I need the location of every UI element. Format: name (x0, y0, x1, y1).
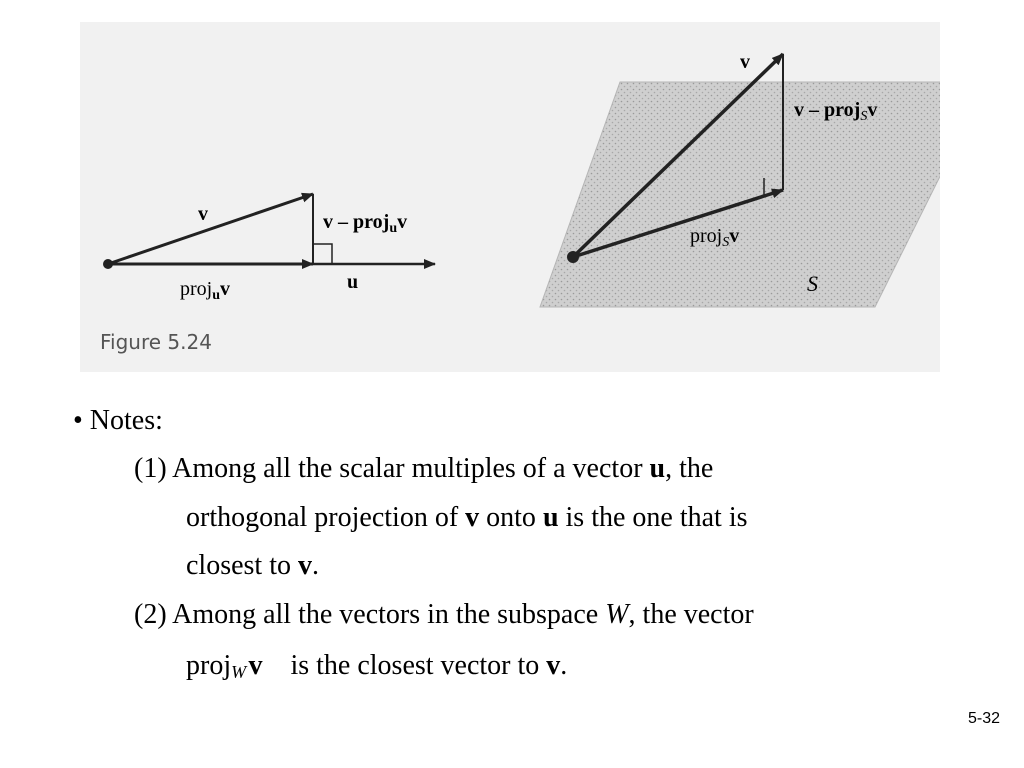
v-label-right: v (740, 51, 750, 73)
proj-s-label: proj$_S$v (690, 225, 740, 250)
s-label: S (807, 271, 818, 296)
u-label: u (347, 271, 359, 293)
note-1-line-3: closest to v. (186, 550, 319, 581)
note-1-line-2: orthogonal projection of v onto u is the one that is (186, 502, 748, 533)
proj-w-v-expression: proj$_W$ v (186, 650, 263, 682)
v-label-left: v (198, 203, 208, 225)
page-number: 5-32 (967, 710, 1000, 727)
note-2-line-2: proj$_W$ v is the closest vector to v. (186, 650, 568, 682)
proj-u-label: proj$_u$v (180, 278, 231, 303)
notes-heading: • Notes: (73, 405, 163, 436)
difference-label-left: v – proj$_u$v (323, 211, 408, 236)
note-1-line-1: (1) Among all the scalar multiples of a vector u, the (134, 453, 714, 484)
note-2-line-1: (2) Among all the vectors in the subspace W, the vector (134, 599, 754, 630)
difference-label-right: v – proj$_S$v (794, 99, 878, 124)
figure-caption: Figure 5.24 (100, 330, 212, 354)
